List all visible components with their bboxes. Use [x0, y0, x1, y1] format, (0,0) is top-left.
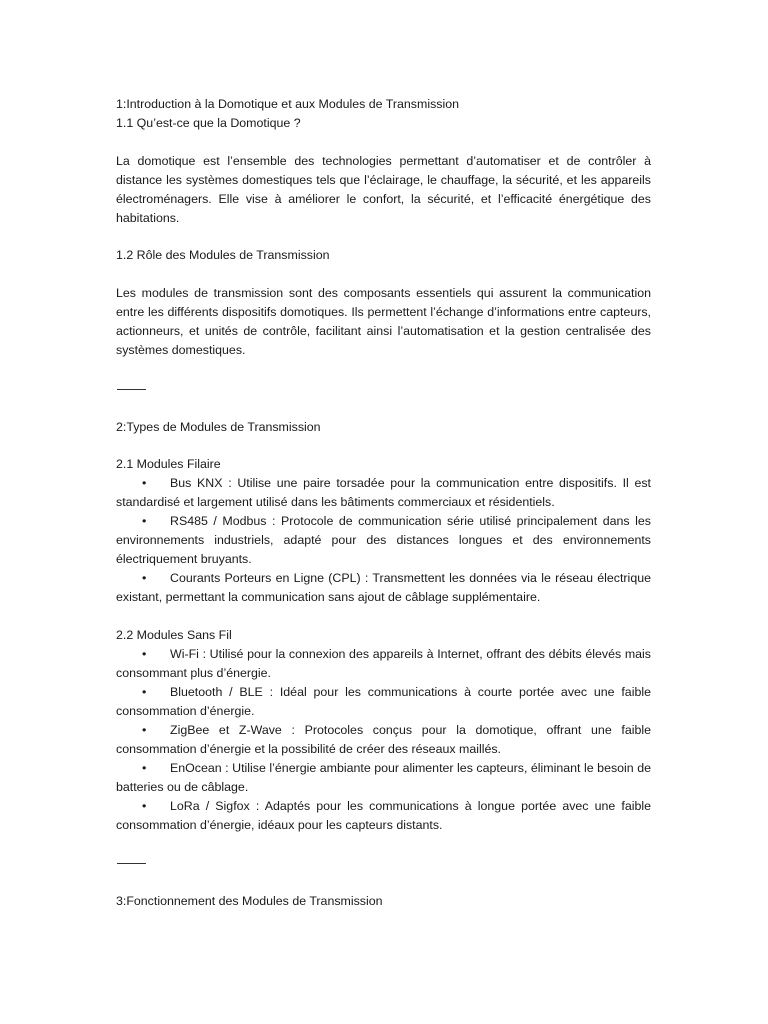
list-item-text: Courants Porteurs en Ligne (CPL) : Transmettent les données via le réseau électrique existant, permettant la communication sans ajout de câblage supplémentaire.	[116, 571, 651, 604]
list-item-text: EnOcean : Utilise l’énergie ambiante pour alimenter les capteurs, éliminant le besoin de batteries ou de câblage.	[116, 761, 651, 794]
bullet-icon: •	[142, 723, 147, 737]
list-item	[116, 474, 651, 512]
list-item-text: Bluetooth / BLE : Idéal pour les communications à courte portée avec une faible consommation d’énergie.	[116, 685, 651, 718]
list-item-text: LoRa / Sigfox : Adaptés pour les communications à longue portée avec une faible consommation d’énergie, idéaux pour les capteurs distants.	[116, 799, 651, 832]
list-item	[116, 569, 651, 607]
section2-heading: 2:Types de Modules de Transmission	[116, 420, 321, 434]
list-item-text: RS485 / Modbus : Protocole de communication série utilisé principalement dans les environnements industriels, adapté pour des distances longues et des environnements électriquement bruyants.	[116, 514, 651, 566]
section2-2-heading: 2.2 Modules Sans Fil	[116, 628, 232, 642]
list-item-text: Bus KNX : Utilise une paire torsadée pour la communication entre dispositifs. Il est standardisé et largement utilisé dans les bâtiments commerciaux et résidentiels.	[116, 476, 651, 509]
list-item	[116, 645, 651, 683]
bullet-icon: •	[142, 647, 147, 661]
section1-2-heading: 1.2 Rôle des Modules de Transmission	[116, 248, 330, 262]
bullet-icon: •	[142, 514, 147, 528]
bullet-icon: •	[142, 685, 147, 699]
bullet-icon: •	[142, 761, 147, 775]
list-item	[116, 683, 651, 721]
section2-1-heading: 2.1 Modules Filaire	[116, 457, 221, 471]
list-item	[116, 759, 651, 797]
list-item	[116, 512, 651, 569]
section1-1-paragraph: La domotique est l’ensemble des technologies permettant d’automatiser et de contrôler à distance les systèmes domestiques tels que l’éclairage, le chauffage, la sécurité, et les appareils électroménagers. Elle vise à améliorer le confort, la sécurité, et l’efficacité énergétique des habitations.	[116, 154, 651, 225]
list-item	[116, 797, 651, 835]
section-divider	[117, 863, 146, 864]
section3-heading: 3:Fonctionnement des Modules de Transmission	[116, 894, 383, 908]
bullet-icon: •	[142, 476, 147, 490]
list-item-text: ZigBee et Z-Wave : Protocoles conçus pour la domotique, offrant une faible consommation d’énergie et la possibilité de créer des réseaux maillés.	[116, 723, 651, 756]
bullet-icon: •	[142, 571, 147, 585]
list-item	[116, 721, 651, 759]
section1-2-paragraph: Les modules de transmission sont des composants essentiels qui assurent la communication entre les différents dispositifs domotiques. Ils permettent l’échange d’informations entre capteurs, actionneurs, et unités de contrôle, facilitant ainsi l’automatisation et la gestion centralisée des systèmes domestiques.	[116, 286, 651, 357]
section1-1-heading: 1.1 Qu’est-ce que la Domotique ?	[116, 116, 301, 130]
section1-heading: 1:Introduction à la Domotique et aux Modules de Transmission	[116, 97, 459, 111]
list-item-text: Wi-Fi : Utilisé pour la connexion des appareils à Internet, offrant des débits élevés mais consommant plus d’énergie.	[116, 647, 651, 680]
bullet-icon: •	[142, 799, 147, 813]
section-divider	[117, 389, 146, 390]
